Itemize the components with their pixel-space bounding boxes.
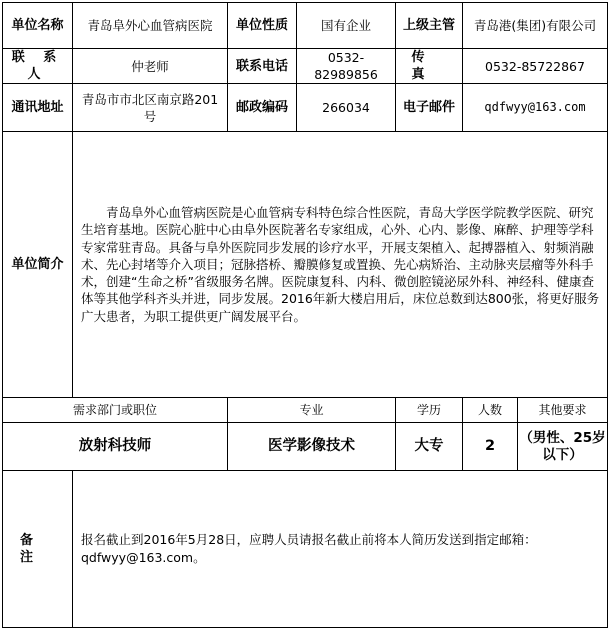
unit-name-value: 青岛阜外心血管病医院 <box>73 3 228 49</box>
contact-value: 仲老师 <box>73 49 228 84</box>
address-label: 通讯地址 <box>3 84 73 132</box>
count-value: 2 <box>463 423 518 470</box>
count-other-cell <box>463 423 608 471</box>
major-value: 医学影像技术 <box>228 423 396 471</box>
demand-data-row <box>3 423 608 471</box>
row-contact <box>3 49 608 84</box>
phone-label: 联系电话 <box>228 49 297 84</box>
header-education: 学历 <box>396 398 463 423</box>
header-count: 人数 <box>463 398 518 422</box>
remarks-text: 报名截止到2016年5月28日，应聘人员请报名截止前将本人简历发送到指定邮箱：qdfwyy@163.com。 <box>73 471 608 628</box>
superior-value: 青岛港(集团)有限公司 <box>463 3 608 49</box>
fax-value: 0532-85722867 <box>463 49 608 84</box>
row-unit-name <box>3 3 608 49</box>
address-value: 青岛市市北区南京路201号 <box>73 84 228 132</box>
header-other: 其他要求 <box>538 402 587 417</box>
unit-nature-value: 国有企业 <box>297 3 396 49</box>
header-count-other <box>463 398 607 422</box>
email-value: qdfwyy@163.com <box>463 84 608 132</box>
unit-nature-label: 单位性质 <box>228 3 297 49</box>
postcode-value: 266034 <box>297 84 396 132</box>
row-intro <box>3 132 608 398</box>
email-label: 电子邮件 <box>396 84 463 132</box>
recruitment-form <box>2 2 608 628</box>
row-remarks <box>3 471 608 628</box>
header-position: 需求部门或职位 <box>3 398 228 423</box>
education-value: 大专 <box>396 423 463 471</box>
row-address <box>3 84 608 132</box>
position-value: 放射科技师 <box>3 423 228 471</box>
other-value: （男性、25岁以下） <box>519 429 606 463</box>
count-other <box>463 423 607 470</box>
phone-value: 0532-82989856 <box>297 49 396 84</box>
postcode-label: 邮政编码 <box>228 84 297 132</box>
unit-name-label: 单位名称 <box>3 3 73 49</box>
header-major: 专业 <box>228 398 396 423</box>
demand-header-row <box>3 398 608 423</box>
intro-label: 单位简介 <box>3 132 73 398</box>
fax-label: 传 真 <box>396 49 463 84</box>
superior-label: 上级主管 <box>396 3 463 49</box>
intro-text: 青岛阜外心血管病医院是心血管病专科特色综合性医院，青岛大学医学院教学医院、研究生培育基地。医院心脏中心由阜外医院著名专家组成，心外、心内、影像、麻醉、护理等学科专家常驻青岛。具备与阜外医院同步发展的诊疗水平，开展支架植入、起搏器植入、射频消融术、先心封堵等介入项目；冠脉搭桥、瓣膜修复或置换、先心病矫治、主动脉夹层瘤等外科手术，创建“生命之桥”省级服务名牌。医院康复科、内科、微创腔镜泌尿外科、神经科、健康查体等其他学科齐头并进，同步发展。2016年新大楼启用后，床位总数到达800张，将更好服务广大患者，为职工提供更广阔发展平台。 <box>73 132 608 398</box>
contact-label: 联 系 人 <box>3 49 73 84</box>
remarks-label: 备 注 <box>3 471 73 628</box>
header-count-other-cell <box>463 398 608 423</box>
